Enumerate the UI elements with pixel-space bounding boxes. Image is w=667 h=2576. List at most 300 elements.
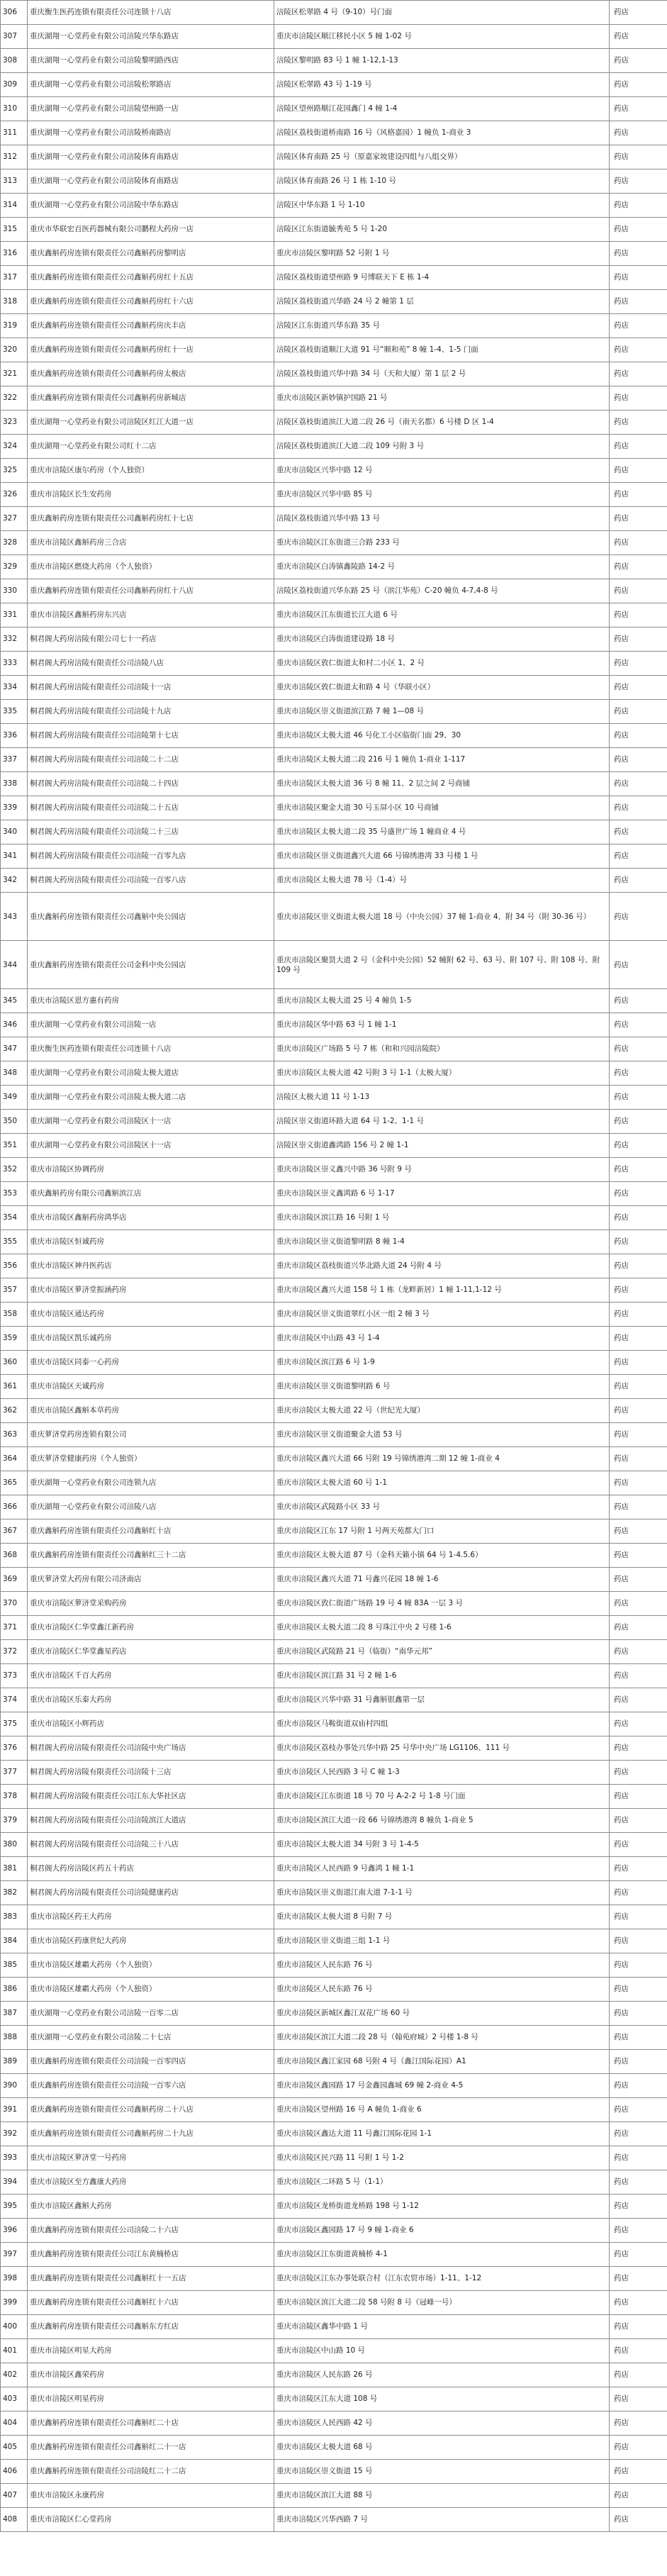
- store-address: 重庆市涪陵区马鞍街道双庙村四组: [274, 1712, 610, 1736]
- store-name: 重庆市涪陵区鑫斛药房鸿华店: [28, 1206, 274, 1230]
- store-address: 重庆市涪陵区江东街道长江大道 6 号: [274, 603, 610, 628]
- store-name: 重庆湖翔一心堂药业有限公司涪陵兴华东路店: [28, 25, 274, 49]
- store-name: 重庆湖翔一心堂药业有限公司红十二店: [28, 435, 274, 459]
- store-name: 桐君阁大药房涪陵有限责任公司涪陵十三店: [28, 1761, 274, 1785]
- row-number: 347: [1, 1037, 28, 1061]
- store-type: 药店: [610, 1664, 667, 1688]
- table-row: [1, 579, 667, 603]
- table-row: [1, 1688, 667, 1712]
- table-row: [1, 507, 667, 531]
- store-address: 重庆市涪陵区鑫达大道 11 号鑫江国际花园 1-1: [274, 2122, 610, 2146]
- store-address: 重庆市涪陵区太极大道 8 号附 7 号: [274, 1905, 610, 1929]
- table-row: [1, 338, 667, 362]
- store-name: 重庆鑫斛药房连锁有限责任公司鑫斛药房红十六店: [28, 290, 274, 314]
- store-address: 重庆市涪陵区兴华西路 7 号: [274, 2508, 610, 2532]
- store-name: 桐君阁大药房涪陵区药五十药店: [28, 1857, 274, 1881]
- table-row: [1, 97, 667, 121]
- store-address: 涪陵区崇义街道环路大道 64 号 1-2、1-1 号: [274, 1110, 610, 1134]
- store-address: 涪陵区黎明路 83 号 1 幢 1-12,1-13: [274, 49, 610, 73]
- store-address: 重庆市涪陵区太极大道二段 216 号 1 幢负 1-商业 1-117: [274, 748, 610, 772]
- store-type: 药店: [610, 1761, 667, 1785]
- store-name: 重庆衡生医药连锁有限责任公司连锁十八店: [28, 1, 274, 25]
- row-number: 369: [1, 1568, 28, 1592]
- store-address: 涪陵区荔枝街道兴华中路 13 号: [274, 507, 610, 531]
- store-type: 药店: [610, 748, 667, 772]
- store-address: 重庆市涪陵区滨江路 31 号 2 幢 1-6: [274, 1664, 610, 1688]
- store-type: 药店: [610, 579, 667, 603]
- store-type: 药店: [610, 290, 667, 314]
- store-address: 重庆市涪陵区白涛街道建设路 18 号: [274, 628, 610, 652]
- store-address: 重庆市涪陵区人民西路 3 号 C 幢 1-3: [274, 1761, 610, 1785]
- row-number: 389: [1, 2050, 28, 2074]
- table-row: [1, 1303, 667, 1327]
- store-address: 重庆市涪陵区太极大道 87 号（金科天籁小镇 64 号 1-4.5.6）: [274, 1544, 610, 1568]
- store-address: 重庆市涪陵区崇义街道黎明路 6 号: [274, 1375, 610, 1399]
- table-row: [1, 2291, 667, 2315]
- store-type: 药店: [610, 194, 667, 218]
- row-number: 328: [1, 531, 28, 555]
- table-row: [1, 700, 667, 724]
- store-address: 重庆市涪陵区敦仁街道广场路 19 号 4 幢 83A 一层 3 号: [274, 1592, 610, 1616]
- store-address: 重庆市涪陵区滨江大道二段 58 号附 8 号（冠峰一号）: [274, 2291, 610, 2315]
- store-address: 重庆市涪陵区滨江路 16 号附 1 号: [274, 1206, 610, 1230]
- store-type: 药店: [610, 1375, 667, 1399]
- store-name: 重庆湖翔一心堂药业有限公司涪陵区十一店: [28, 1110, 274, 1134]
- store-address: 涪陵区崇义街道鑫鸿路 156 号 2 幢 1-1: [274, 1134, 610, 1158]
- store-type: 药店: [610, 1061, 667, 1086]
- row-number: 408: [1, 2508, 28, 2532]
- table-row: [1, 25, 667, 49]
- table-row: [1, 2195, 667, 2219]
- store-type: 药店: [610, 507, 667, 531]
- store-address: 重庆市涪陵区太极大道 34 号附 3 号 1-4-5: [274, 1833, 610, 1857]
- row-number: 311: [1, 121, 28, 145]
- table-row: [1, 459, 667, 483]
- store-address: 重庆市涪陵区崇义街道太极大道 18 号（中央公园）37 幢 1-商业 4、附 34 号（附 30-36 号）: [274, 893, 610, 941]
- row-number: 344: [1, 941, 28, 989]
- table-row: [1, 1712, 667, 1736]
- row-number: 396: [1, 2219, 28, 2243]
- row-number: 381: [1, 1857, 28, 1881]
- store-address: 重庆市涪陵区崇义鑫兴中路 36 号附 9 号: [274, 1158, 610, 1182]
- store-name: 重庆鑫斛药房连锁有限责任公司鑫斛药房红十七店: [28, 507, 274, 531]
- store-type: 药店: [610, 2484, 667, 2508]
- store-name: 重庆市涪陵区长生安药房: [28, 483, 274, 507]
- table-row: [1, 1785, 667, 1809]
- store-address: 涪陵区荔枝街道顺江大道 91 号“顺和苑” 8 幢 1-4、1-5 门面: [274, 338, 610, 362]
- store-name: 重庆鑫斛药房连锁有限责任公司金科中央公园店: [28, 941, 274, 989]
- store-name: 重庆湖翔一心堂药业有限公司涪陵太极大道店: [28, 1061, 274, 1086]
- store-type: 药店: [610, 1495, 667, 1520]
- row-number: 320: [1, 338, 28, 362]
- table-row: [1, 1568, 667, 1592]
- row-number: 338: [1, 772, 28, 796]
- store-type: 药店: [610, 1278, 667, 1303]
- row-number: 361: [1, 1375, 28, 1399]
- row-number: 355: [1, 1230, 28, 1254]
- drugstore-table-body: [1, 1, 667, 2532]
- store-type: 药店: [610, 1857, 667, 1881]
- table-row: [1, 1278, 667, 1303]
- table-row: [1, 1399, 667, 1423]
- store-address: 重庆市涪陵区中山路 10 号: [274, 2339, 610, 2363]
- row-number: 348: [1, 1061, 28, 1086]
- store-name: 重庆湖翔一心堂药业有限公司涪陵太极大道二店: [28, 1086, 274, 1110]
- store-address: 重庆市涪陵区黎明路 52 号附 1 号: [274, 242, 610, 266]
- store-type: 药店: [610, 869, 667, 893]
- row-number: 376: [1, 1736, 28, 1761]
- store-name: 重庆鑫斛药房连锁有限责任公司涪陵红二十二店: [28, 2460, 274, 2484]
- store-name: 重庆鑫斛药房连锁有限责任公司鑫斛红十六店: [28, 2291, 274, 2315]
- store-type: 药店: [610, 1013, 667, 1037]
- store-name: 重庆鑫斛药房连锁有限责任公司鑫斛药房太极店: [28, 362, 274, 386]
- store-name: 重庆市涪陵区仁心堂药房: [28, 2508, 274, 2532]
- store-address: 重庆市涪陵区鑫兴大道 66 号附 19 号锦绣港湾二期 12 幢 1-商业 4: [274, 1447, 610, 1471]
- table-row: [1, 2098, 667, 2122]
- store-type: 药店: [610, 2170, 667, 2195]
- row-number: 405: [1, 2436, 28, 2460]
- store-type: 药店: [610, 2026, 667, 2050]
- store-name: 重庆市涪陵区鑫斛药房东兴店: [28, 603, 274, 628]
- row-number: 307: [1, 25, 28, 49]
- store-type: 药店: [610, 1, 667, 25]
- store-address: 重庆市涪陵区二环路 5 号（1-1）: [274, 2170, 610, 2195]
- store-name: 重庆市涪陵区明星药房: [28, 2387, 274, 2411]
- store-address: 重庆市涪陵区太极大道 60 号 1-1: [274, 1471, 610, 1495]
- store-address: 重庆市涪陵区鑫园路 17 号 9 幢 1-商业 6: [274, 2219, 610, 2243]
- row-number: 383: [1, 1905, 28, 1929]
- table-row: [1, 242, 667, 266]
- row-number: 321: [1, 362, 28, 386]
- store-type: 药店: [610, 2387, 667, 2411]
- row-number: 371: [1, 1616, 28, 1640]
- store-type: 药店: [610, 2315, 667, 2339]
- store-name: 桐君阁大药房涪陵有限责任公司涪陵二十五店: [28, 796, 274, 820]
- store-type: 药店: [610, 2436, 667, 2460]
- row-number: 372: [1, 1640, 28, 1664]
- store-type: 药店: [610, 1351, 667, 1375]
- store-name: 重庆市涪陵区鑫荣药房: [28, 2363, 274, 2387]
- store-type: 药店: [610, 796, 667, 820]
- store-type: 药店: [610, 724, 667, 748]
- store-name: 重庆湖翔一心堂药业有限公司涪陵望州路一店: [28, 97, 274, 121]
- row-number: 365: [1, 1471, 28, 1495]
- table-row: [1, 266, 667, 290]
- store-type: 药店: [610, 2050, 667, 2074]
- row-number: 325: [1, 459, 28, 483]
- store-type: 药店: [610, 25, 667, 49]
- row-number: 387: [1, 2002, 28, 2026]
- row-number: 330: [1, 579, 28, 603]
- store-name: 重庆市涪陵区小辉药店: [28, 1712, 274, 1736]
- store-name: 重庆市华联宏百医药器械有限公司鹏程大药房一店: [28, 218, 274, 242]
- store-type: 药店: [610, 1809, 667, 1833]
- store-name: 重庆湖翔一心堂药业有限公司涪陵体育南路店: [28, 145, 274, 169]
- row-number: 362: [1, 1399, 28, 1423]
- store-address: 重庆市涪陵区人民西路 9 号鑫鸿 1 幢 1-1: [274, 1857, 610, 1881]
- table-row: [1, 1327, 667, 1351]
- store-name: 重庆市涪陵区恒诚药房: [28, 1230, 274, 1254]
- store-address: 重庆市涪陵区崇义街道黎明路 8 幢 1-4: [274, 1230, 610, 1254]
- row-number: 316: [1, 242, 28, 266]
- store-name: 重庆市涪陵区药康世纪大药房: [28, 1929, 274, 1953]
- store-address: 重庆市涪陵区崇义街道聚金大道 53 号: [274, 1423, 610, 1447]
- table-row: [1, 121, 667, 145]
- store-address: 重庆市涪陵区荔枝办事处兴华中路 25 号华中央广场 LG1106、111 号: [274, 1736, 610, 1761]
- store-name: 重庆鑫斛药房连锁有限责任公司鑫斛红二十一店: [28, 2436, 274, 2460]
- store-name: 重庆湖翔一心堂药业有限公司涪陵黎明路西店: [28, 49, 274, 73]
- store-type: 药店: [610, 1616, 667, 1640]
- table-row: [1, 1134, 667, 1158]
- store-type: 药店: [610, 314, 667, 338]
- store-address: 重庆市涪陵区江东街道 18 号 70 号 A-2-2 号 1-8 号门面: [274, 1785, 610, 1809]
- store-type: 药店: [610, 628, 667, 652]
- row-number: 326: [1, 483, 28, 507]
- store-name: 重庆市涪陵区永康药房: [28, 2484, 274, 2508]
- table-row: [1, 941, 667, 989]
- row-number: 373: [1, 1664, 28, 1688]
- table-row: [1, 1664, 667, 1688]
- store-type: 药店: [610, 1399, 667, 1423]
- store-type: 药店: [610, 893, 667, 941]
- store-address: 重庆市涪陵区武陵路小区 33 号: [274, 1495, 610, 1520]
- table-row: [1, 49, 667, 73]
- store-type: 药店: [610, 1447, 667, 1471]
- store-address: 涪陵区松翠路 4 号（9-10）号门面: [274, 1, 610, 25]
- store-address: 重庆市涪陵区鑫园路 17 号金鑫园鑫城 69 幢 2-商业 4-5: [274, 2074, 610, 2098]
- store-type: 药店: [610, 266, 667, 290]
- store-name: 重庆鑫斛药房连锁有限责任公司江东黄楠桥店: [28, 2243, 274, 2267]
- store-name: 重庆湖翔一心堂药业有限公司涪陵一百零二店: [28, 2002, 274, 2026]
- table-row: [1, 1037, 667, 1061]
- table-row: [1, 1447, 667, 1471]
- row-number: 380: [1, 1833, 28, 1857]
- store-name: 重庆市涪陵区雄霸大药房（个人独资）: [28, 1978, 274, 2002]
- store-type: 药店: [610, 676, 667, 700]
- table-row: [1, 2508, 667, 2532]
- table-row: [1, 1061, 667, 1086]
- row-number: 353: [1, 1182, 28, 1206]
- table-row: [1, 2339, 667, 2363]
- row-number: 323: [1, 411, 28, 435]
- table-row: [1, 1230, 667, 1254]
- store-name: 重庆市涪陵区同泰一心药房: [28, 1351, 274, 1375]
- store-name: 重庆衡生医药连锁有限责任公司连锁十八店: [28, 1037, 274, 1061]
- store-address: 涪陵区荔枝街道桥南路 16 号（风格嘉园）1 幢负 1-商业 3: [274, 121, 610, 145]
- store-address: 重庆市涪陵区敦仁街道太和路 4 号（华联小区）: [274, 676, 610, 700]
- row-number: 331: [1, 603, 28, 628]
- store-type: 药店: [610, 531, 667, 555]
- store-type: 药店: [610, 652, 667, 676]
- row-number: 349: [1, 1086, 28, 1110]
- store-name: 重庆鑫斛药房连锁有限责任公司鑫斛药房黎明店: [28, 242, 274, 266]
- row-number: 336: [1, 724, 28, 748]
- store-type: 药店: [610, 1712, 667, 1736]
- store-name: 重庆市涪陵区恩方惠有药房: [28, 989, 274, 1013]
- store-type: 药店: [610, 483, 667, 507]
- store-name: 重庆市涪陵区燃烧大药房（个人独资）: [28, 555, 274, 579]
- store-type: 药店: [610, 121, 667, 145]
- store-name: 重庆鑫斛药房连锁有限责任公司涪陵一百零六店: [28, 2074, 274, 2098]
- store-address: 重庆市涪陵区民兴路 11 号附 1 号 1-2: [274, 2146, 610, 2170]
- store-type: 药店: [610, 411, 667, 435]
- store-address: 重庆市涪陵区新城区鑫江双花广场 60 号: [274, 2002, 610, 2026]
- store-name: 重庆湖翔一心堂药业有限公司连锁九店: [28, 1471, 274, 1495]
- store-type: 药店: [610, 242, 667, 266]
- table-row: [1, 1640, 667, 1664]
- row-number: 367: [1, 1520, 28, 1544]
- store-name: 重庆湖翔一心堂药业有限公司涪陵一店: [28, 1013, 274, 1037]
- store-address: 重庆市涪陵区白涛镇鑫陵路 14-2 号: [274, 555, 610, 579]
- table-row: [1, 1881, 667, 1905]
- store-address: 重庆市涪陵区鑫江家园 68 号附 4 号（鑫江国际花园）A1: [274, 2050, 610, 2074]
- row-number: 350: [1, 1110, 28, 1134]
- store-type: 药店: [610, 1327, 667, 1351]
- table-row: [1, 1086, 667, 1110]
- store-type: 药店: [610, 73, 667, 97]
- table-row: [1, 772, 667, 796]
- store-name: 重庆市涪陵区通达药房: [28, 1303, 274, 1327]
- table-row: [1, 796, 667, 820]
- store-address: 重庆市涪陵区太极大道二段 35 号盛世广场 1 幢商业 4 号: [274, 820, 610, 844]
- store-name: 重庆湖翔一心堂药业有限公司涪陵体育南路店: [28, 169, 274, 194]
- store-address: 涪陵区江东街道毓秀苑 5 号 1-20: [274, 218, 610, 242]
- store-type: 药店: [610, 2363, 667, 2387]
- table-row: [1, 290, 667, 314]
- store-type: 药店: [610, 1206, 667, 1230]
- store-name: 重庆萝济堂药房连锁有限公司: [28, 1423, 274, 1447]
- table-row: [1, 1110, 667, 1134]
- table-row: [1, 893, 667, 941]
- store-address: 涪陵区望州路顺江花园鑫门 4 幢 1-4: [274, 97, 610, 121]
- table-row: [1, 73, 667, 97]
- table-row: [1, 2315, 667, 2339]
- store-type: 药店: [610, 1688, 667, 1712]
- store-address: 重庆市涪陵区太极大道 25 号 4 幢负 1-5: [274, 989, 610, 1013]
- table-row: [1, 1929, 667, 1953]
- store-type: 药店: [610, 1471, 667, 1495]
- table-row: [1, 1978, 667, 2002]
- store-address: 重庆市涪陵区人民东路 76 号: [274, 1953, 610, 1978]
- table-row: [1, 531, 667, 555]
- table-row: [1, 2074, 667, 2098]
- store-address: 重庆市涪陵区滨江大道一段 66 号锦绣港湾 8 幢负 1-商业 5: [274, 1809, 610, 1833]
- row-number: 310: [1, 97, 28, 121]
- store-address: 重庆市涪陵区太极大道 36 号 8 幢 11、2 层之间 2 号商铺: [274, 772, 610, 796]
- table-row: [1, 820, 667, 844]
- row-number: 341: [1, 844, 28, 869]
- store-type: 药店: [610, 2339, 667, 2363]
- table-row: [1, 1495, 667, 1520]
- store-name: 重庆鑫斛药房连锁有限责任公司鑫斛药房新城店: [28, 386, 274, 411]
- store-type: 药店: [610, 2267, 667, 2291]
- row-number: 322: [1, 386, 28, 411]
- row-number: 346: [1, 1013, 28, 1037]
- store-type: 药店: [610, 1158, 667, 1182]
- store-type: 药店: [610, 2219, 667, 2243]
- store-name: 重庆鑫斛药房连锁有限责任公司鑫斛红三十二店: [28, 1544, 274, 1568]
- store-name: 桐君阁大药房涪陵有限责任公司涪陵一百零八店: [28, 869, 274, 893]
- store-type: 药店: [610, 459, 667, 483]
- store-address: 涪陵区荔枝街道望州路 9 号博联天下 E 栋 1-4: [274, 266, 610, 290]
- table-row: [1, 145, 667, 169]
- row-number: 332: [1, 628, 28, 652]
- store-name: 重庆湖翔一心堂药业有限公司涪陵中华东路店: [28, 194, 274, 218]
- row-number: 318: [1, 290, 28, 314]
- table-row: [1, 1616, 667, 1640]
- store-name: 重庆市涪陵区天诚药房: [28, 1375, 274, 1399]
- store-type: 药店: [610, 362, 667, 386]
- table-row: [1, 1471, 667, 1495]
- store-type: 药店: [610, 820, 667, 844]
- table-row: [1, 411, 667, 435]
- table-row: [1, 483, 667, 507]
- table-row: [1, 1158, 667, 1182]
- table-row: [1, 1, 667, 25]
- row-number: 343: [1, 893, 28, 941]
- store-type: 药店: [610, 1785, 667, 1809]
- store-type: 药店: [610, 1182, 667, 1206]
- store-name: 桐君阁大药房涪陵有限责任公司江东大华社区店: [28, 1785, 274, 1809]
- row-number: 358: [1, 1303, 28, 1327]
- store-type: 药店: [610, 1086, 667, 1110]
- store-address: 涪陵区太极大道 11 号 1-13: [274, 1086, 610, 1110]
- store-address: 重庆市涪陵区华中路 63 号 1 幢 1-1: [274, 1013, 610, 1037]
- store-type: 药店: [610, 1592, 667, 1616]
- table-row: [1, 2460, 667, 2484]
- row-number: 357: [1, 1278, 28, 1303]
- store-address: 重庆市涪陵区人民西路 42 号: [274, 2411, 610, 2436]
- row-number: 407: [1, 2484, 28, 2508]
- store-address: 重庆市涪陵区崇义街道滨江路 7 幢 1—08 号: [274, 700, 610, 724]
- row-number: 397: [1, 2243, 28, 2267]
- store-address: 重庆市涪陵区广场路 5 号 7 栋（和和兴园涪陵院）: [274, 1037, 610, 1061]
- row-number: 394: [1, 2170, 28, 2195]
- store-name: 重庆鑫斛药房连锁有限责任公司涪陵一百零四店: [28, 2050, 274, 2074]
- table-row: [1, 989, 667, 1013]
- store-name: 重庆市涪陵区凯乐诚药房: [28, 1327, 274, 1351]
- store-address: 重庆市涪陵区崇义街道江南大道 7-1-1 号: [274, 1881, 610, 1905]
- row-number: 333: [1, 652, 28, 676]
- table-row: [1, 1206, 667, 1230]
- store-type: 药店: [610, 941, 667, 989]
- row-number: 351: [1, 1134, 28, 1158]
- store-address: 重庆市涪陵区人民东路 26 号: [274, 2363, 610, 2387]
- table-row: [1, 844, 667, 869]
- row-number: 342: [1, 869, 28, 893]
- table-row: [1, 1833, 667, 1857]
- store-address: 重庆市涪陵区崇义鑫鸿路 6 号 1-17: [274, 1182, 610, 1206]
- store-type: 药店: [610, 1110, 667, 1134]
- store-name: 重庆鑫斛药房连锁有限责任公司鑫斛药房红十一店: [28, 338, 274, 362]
- store-type: 药店: [610, 145, 667, 169]
- row-number: 401: [1, 2339, 28, 2363]
- row-number: 404: [1, 2411, 28, 2436]
- row-number: 324: [1, 435, 28, 459]
- row-number: 406: [1, 2460, 28, 2484]
- store-name: 重庆市涪陵区协调药房: [28, 1158, 274, 1182]
- table-row: [1, 435, 667, 459]
- store-address: 重庆市涪陵区荔枝街道兴华北路大道 24 号附 4 号: [274, 1254, 610, 1278]
- store-name: 桐君阁大药房涪陵有限责任公司涪陵健康药店: [28, 1881, 274, 1905]
- table-row: [1, 869, 667, 893]
- table-row: [1, 2002, 667, 2026]
- store-name: 重庆湖翔一心堂药业有限公司涪陵区红江大道一店: [28, 411, 274, 435]
- store-name: 重庆鑫斛药房连锁有限责任公司鑫斛中央公园店: [28, 893, 274, 941]
- store-name: 重庆鑫斛药房连锁有限责任公司鑫斛药房红十八店: [28, 579, 274, 603]
- row-number: 354: [1, 1206, 28, 1230]
- store-type: 药店: [610, 1978, 667, 2002]
